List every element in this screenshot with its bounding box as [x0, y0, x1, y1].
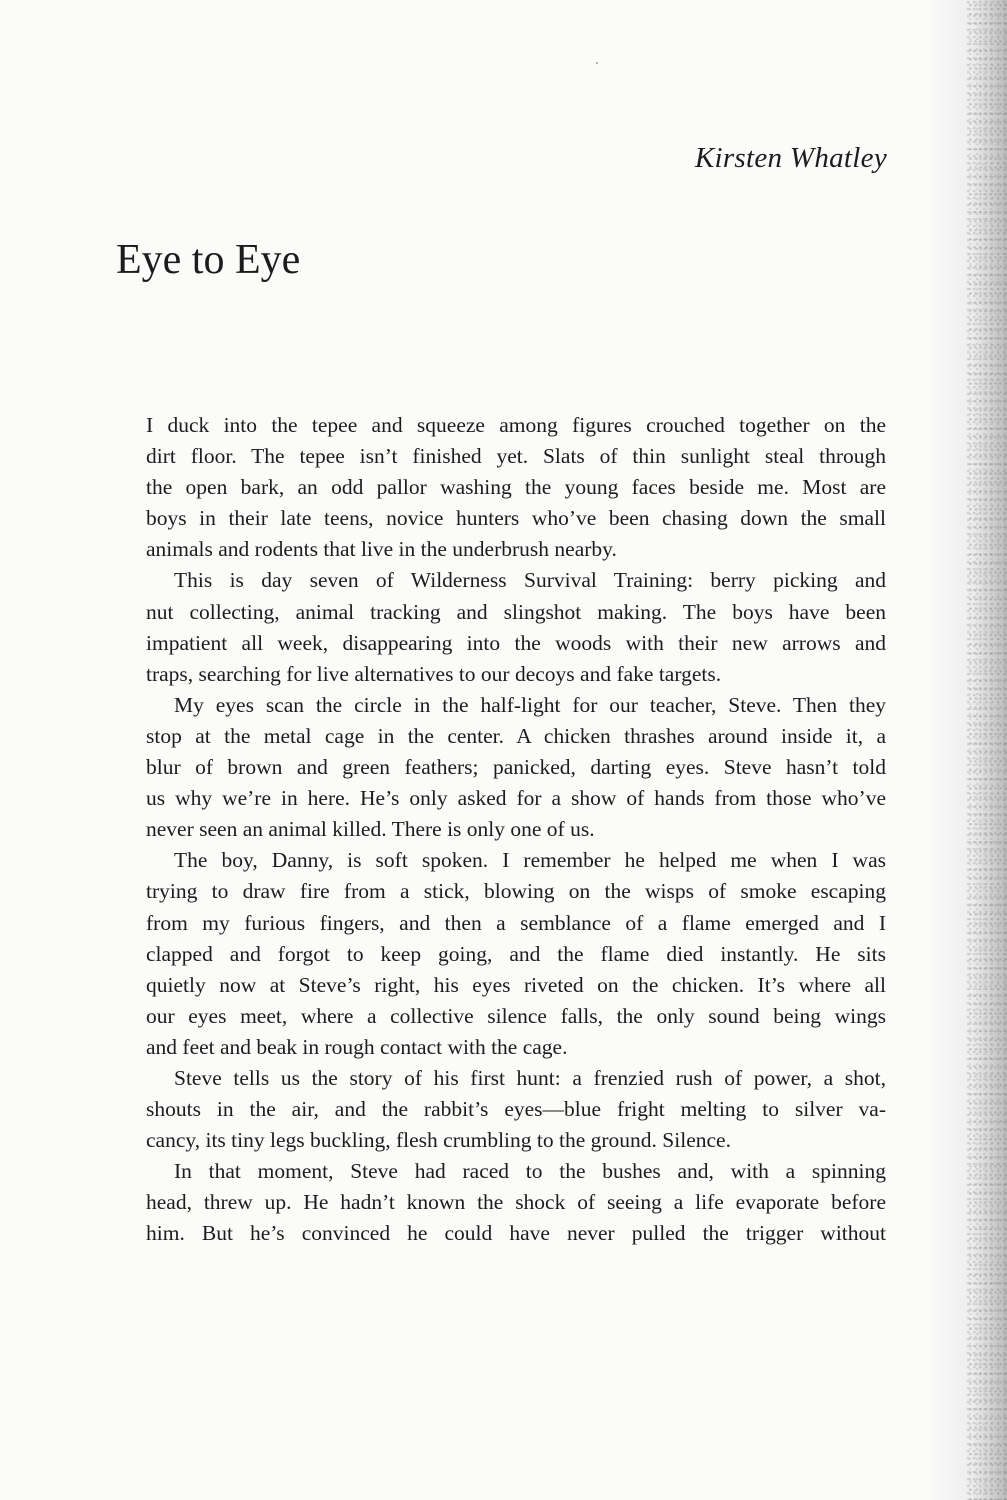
story-body [146, 410, 886, 1250]
story-paragraph [146, 690, 886, 845]
text-line: the open bark, an odd pallor washing the young faces beside me. Most are [146, 475, 886, 500]
text-line: This is day seven of Wilderness Survival Training: berry picking and [174, 568, 886, 593]
text-line: and feet and beak in rough contact with the cage. [146, 1034, 568, 1059]
scan-speck [596, 62, 598, 64]
text-line: dirt floor. The tepee isn’t finished yet. Slats of thin sunlight steal through [146, 444, 886, 469]
story-paragraph [146, 565, 886, 689]
text-line: our eyes meet, where a collective silence falls, the only sound being wings [146, 1003, 886, 1028]
story-paragraph [146, 1156, 886, 1249]
text-line: In that moment, Steve had raced to the bushes and, with a spinning [174, 1159, 886, 1184]
text-line: The boy, Danny, is soft spoken. I remember he helped me when I was [174, 848, 886, 873]
text-line: him. But he’s convinced he could have never pulled the trigger without [146, 1221, 886, 1246]
text-line: us why we’re in here. He’s only asked for a show of hands from those who’ve [146, 786, 886, 811]
story-paragraph [146, 845, 886, 1063]
text-line: Steve tells us the story of his first hunt: a frenzied rush of power, a shot, [174, 1065, 886, 1090]
text-line: cancy, its tiny legs buckling, flesh crumbling to the ground. Silence. [146, 1128, 731, 1153]
text-line: stop at the metal cage in the center. A chicken thrashes around inside it, a [146, 723, 886, 748]
text-line: animals and rodents that live in the underbrush nearby. [146, 537, 617, 562]
author-name: Kirsten Whatley [694, 142, 887, 174]
story-paragraph [146, 410, 886, 565]
text-line: impatient all week, disappearing into the woods with their new arrows and [146, 630, 886, 655]
text-line: nut collecting, animal tracking and slingshot making. The boys have been [146, 599, 886, 624]
text-line: trying to draw fire from a stick, blowing on the wisps of smoke escaping [146, 879, 886, 904]
text-line: My eyes scan the circle in the half-light for our teacher, Steve. Then they [174, 692, 886, 717]
text-line: head, threw up. He hadn’t known the shock of seeing a life evaporate before [146, 1190, 886, 1215]
text-line: traps, searching for live alternatives to our decoys and fake targets. [146, 661, 722, 686]
text-line: blur of brown and green feathers; panicked, darting eyes. Steve hasn’t told [146, 755, 886, 780]
text-line: clapped and forgot to keep going, and the flame died instantly. He sits [146, 941, 886, 966]
story-title: Eye to Eye [116, 237, 301, 283]
text-line: from my furious fingers, and then a semblance of a flame emerged and I [146, 910, 886, 935]
text-line: never seen an animal killed. There is only one of us. [146, 817, 595, 842]
text-line: quietly now at Steve’s right, his eyes riveted on the chicken. It’s where all [146, 972, 886, 997]
page-edge-texture [967, 0, 1007, 1500]
text-line: I duck into the tepee and squeeze among figures crouched together on the [146, 413, 886, 437]
story-paragraph [146, 1063, 886, 1156]
text-line: boys in their late teens, novice hunters who’ve been chasing down the small [146, 506, 886, 531]
text-line: shouts in the air, and the rabbit’s eyes—blue fright melting to silver va- [146, 1097, 886, 1122]
